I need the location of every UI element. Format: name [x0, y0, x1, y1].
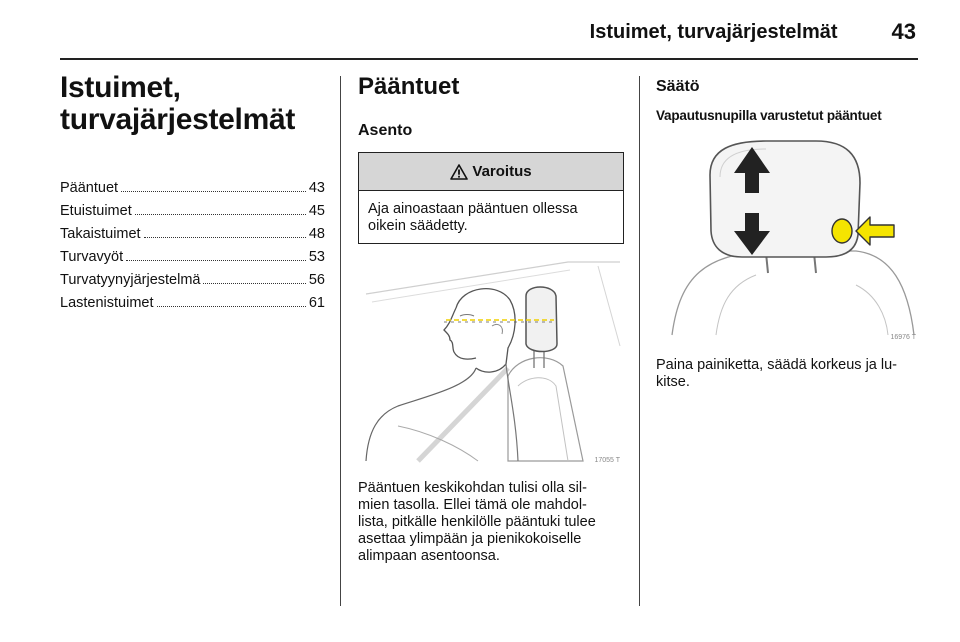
chapter-title [60, 72, 325, 136]
toc-page: 61 [308, 295, 325, 311]
body-line: mien tasolla. Ellei tämä ole mahdol- [358, 497, 587, 513]
body-line: kitse. [656, 374, 690, 390]
body-line: Paina painiketta, säädä korkeus ja lu- [656, 357, 898, 373]
body-line: asettaa ylimpään ja pienikokoiselle [358, 531, 582, 547]
toc-page: 43 [308, 180, 325, 196]
warning-title: Varoitus [472, 163, 532, 180]
running-header-title: Istuimet, turvajärjestelmät [589, 20, 838, 43]
headrest-release-illustration [656, 135, 920, 343]
headrest-column [358, 72, 624, 565]
adjustment-column [656, 72, 922, 391]
chapter-column [60, 72, 325, 318]
toc-leader [135, 214, 306, 215]
toc-label: Lastenistuimet [60, 295, 154, 311]
toc-page: 48 [308, 226, 325, 242]
toc-leader [203, 283, 305, 284]
toc-label: Takaistuimet [60, 226, 141, 242]
running-header [590, 14, 916, 50]
toc-item-turvatyynyjarjestelma[interactable] [60, 272, 325, 295]
chapter-title-line-1: Istuimet, [60, 71, 181, 104]
section-subtitle: Asento [358, 122, 413, 139]
adjust-subtitle: Vapautusnupilla varustetut pääntuet [656, 108, 882, 123]
toc-label: Pääntuet [60, 180, 119, 196]
warning-box [358, 152, 624, 244]
table-of-contents [60, 180, 325, 318]
adjust-body-text [656, 357, 922, 391]
warning-triangle-icon [450, 164, 468, 180]
toc-label: Turvavyöt [60, 249, 124, 265]
section-body-text [358, 480, 624, 565]
adjust-title: Säätö [656, 78, 700, 95]
toc-page: 53 [308, 249, 325, 265]
column-divider-2 [639, 76, 640, 606]
toc-item-turvavyot[interactable] [60, 249, 325, 272]
toc-leader [144, 237, 306, 238]
toc-page: 56 [308, 272, 325, 288]
toc-page: 45 [308, 203, 325, 219]
toc-label: Turvatyynyjärjestelmä [60, 272, 201, 288]
toc-label: Etuistuimet [60, 203, 132, 219]
figure-code: 17055 T [594, 457, 620, 464]
body-line: alimpaan asentoonsa. [358, 548, 500, 564]
toc-item-lastenistuimet[interactable] [60, 295, 325, 318]
body-line: lista, pitkälle henkilölle pääntuki tulee [358, 514, 596, 530]
driver-headrest-drawing [358, 256, 624, 466]
headrest-position-illustration [358, 256, 624, 466]
header-rule [60, 58, 918, 60]
toc-leader [157, 306, 306, 307]
page-number: 43 [891, 19, 916, 44]
chapter-title-line-2: turvajärjestelmät [60, 103, 296, 136]
toc-item-etuistuimet[interactable] [60, 203, 325, 226]
toc-item-takaistuimet[interactable] [60, 226, 325, 249]
column-divider-1 [340, 76, 341, 606]
toc-item-paantuet[interactable] [60, 180, 325, 203]
headrest-release-drawing [656, 135, 920, 343]
body-line: Pääntuen keskikohdan tulisi olla sil- [358, 480, 587, 496]
toc-leader [126, 260, 306, 261]
section-title: Pääntuet [358, 73, 460, 100]
warning-text: Aja ainoastaan pääntuen ollessa oikein säädetty. [368, 201, 578, 234]
figure-code: 16976 T [890, 334, 916, 341]
toc-leader [121, 191, 306, 192]
warning-header [359, 153, 623, 191]
